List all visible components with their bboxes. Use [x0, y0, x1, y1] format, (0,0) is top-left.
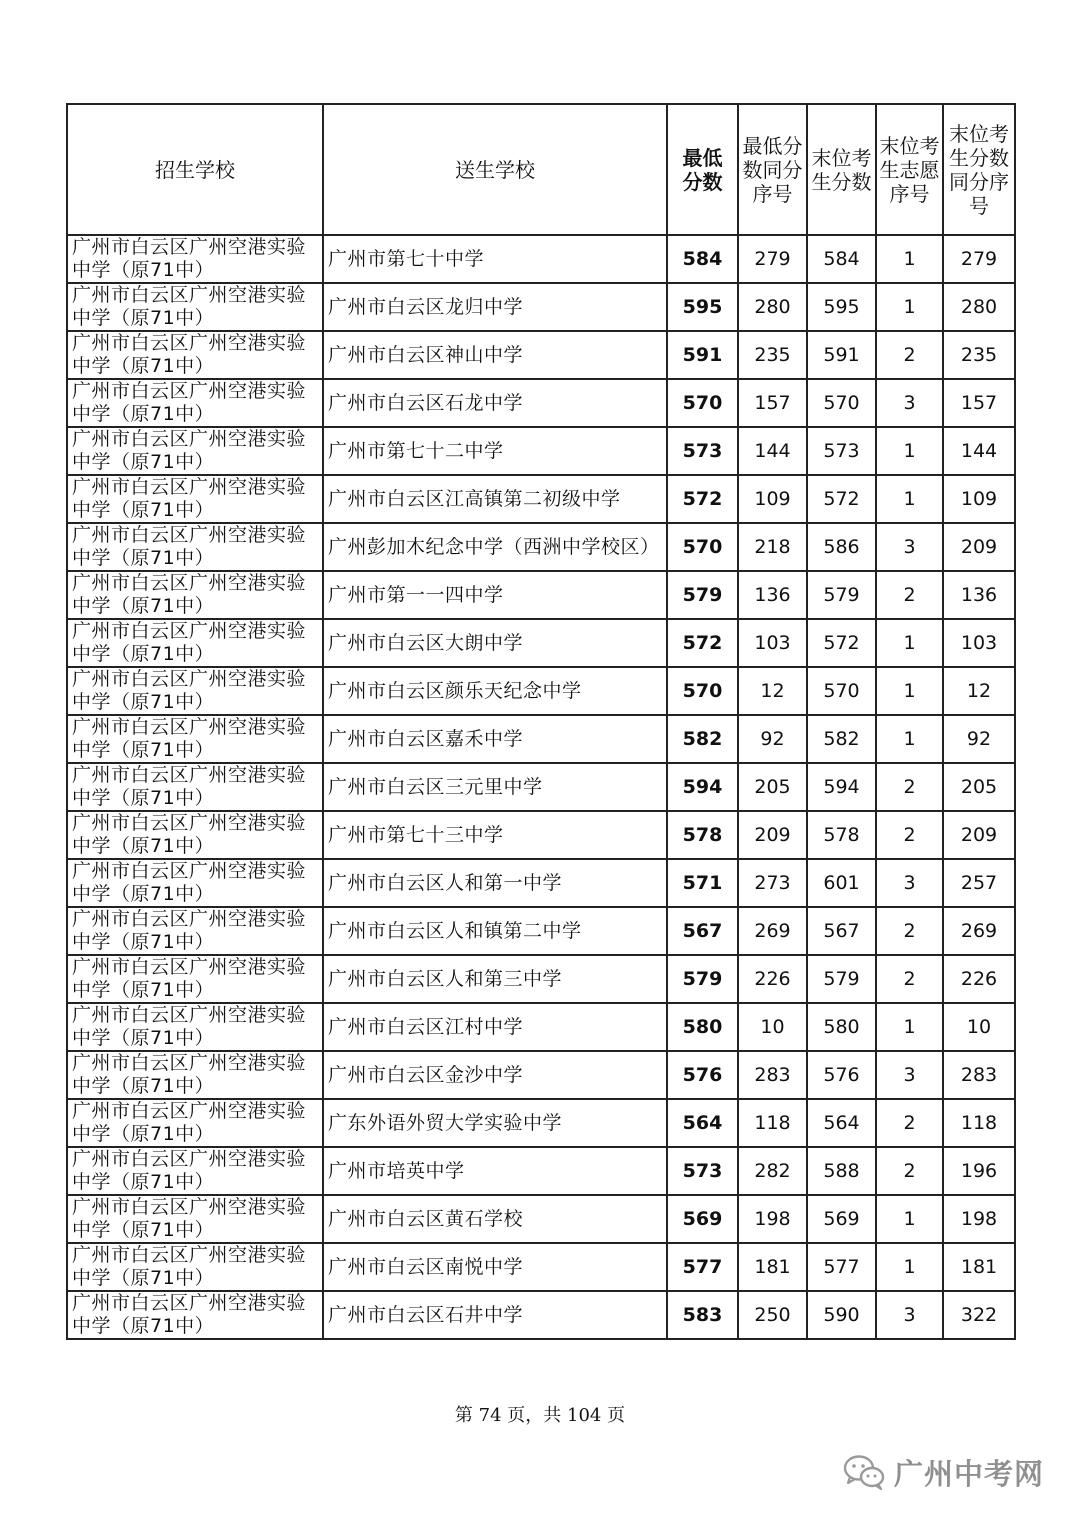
cell-sender-school: 广州彭加木纪念中学（西洲中学校区）: [323, 523, 667, 571]
cell-min-score: 591: [667, 331, 738, 379]
cell-last-score: 570: [807, 667, 876, 715]
cell-recruit-school: 广州市白云区广州空港实验中学（原71中）: [67, 379, 323, 427]
cell-recruit-school: 广州市白云区广州空港实验中学（原71中）: [67, 475, 323, 523]
cell-recruit-school: 广州市白云区广州空港实验中学（原71中）: [67, 331, 323, 379]
cell-min-score-rank: 198: [738, 1195, 807, 1243]
cell-sender-school: 广州市白云区人和镇第二中学: [323, 907, 667, 955]
watermark-text: 广州中考网: [893, 1456, 1044, 1491]
cell-last-wish: 2: [876, 331, 943, 379]
table-row: [67, 1291, 1015, 1339]
cell-last-score: 601: [807, 859, 876, 907]
cell-min-score-rank: 282: [738, 1147, 807, 1195]
header-min-score-rank-text: 最低分 数同分 序号: [742, 133, 803, 206]
cell-last-score: 582: [807, 715, 876, 763]
cell-min-score: 579: [667, 571, 738, 619]
cell-last-score: 577: [807, 1243, 876, 1291]
cell-last-score: 569: [807, 1195, 876, 1243]
table-row: [67, 331, 1015, 379]
cell-last-rank: 103: [943, 619, 1015, 667]
wechat-icon: [842, 1453, 886, 1491]
cell-min-score-rank: 144: [738, 427, 807, 475]
cell-last-rank: 92: [943, 715, 1015, 763]
table-header: [67, 104, 1015, 235]
header-min-score-text: 最低 分数: [682, 145, 723, 194]
cell-last-rank: 257: [943, 859, 1015, 907]
cell-last-rank: 209: [943, 811, 1015, 859]
table-row: [67, 475, 1015, 523]
cell-min-score-rank: 218: [738, 523, 807, 571]
table-row: [67, 523, 1015, 571]
header-last-wish: [876, 104, 943, 235]
cell-last-rank: 209: [943, 523, 1015, 571]
table-row: [67, 1099, 1015, 1147]
cell-last-score: 572: [807, 475, 876, 523]
cell-last-score: 573: [807, 427, 876, 475]
cell-min-score: 573: [667, 1147, 738, 1195]
cell-min-score-rank: 283: [738, 1051, 807, 1099]
cell-last-rank: 12: [943, 667, 1015, 715]
cell-last-wish: 3: [876, 379, 943, 427]
header-row: [67, 104, 1015, 235]
cell-recruit-school: 广州市白云区广州空港实验中学（原71中）: [67, 1195, 323, 1243]
header-min-score: [667, 104, 738, 235]
cell-recruit-school: 广州市白云区广州空港实验中学（原71中）: [67, 283, 323, 331]
cell-min-score: 595: [667, 283, 738, 331]
cell-recruit-school: 广州市白云区广州空港实验中学（原71中）: [67, 1243, 323, 1291]
header-recruit-school: 招生学校: [67, 104, 323, 235]
cell-last-rank: 196: [943, 1147, 1015, 1195]
cell-sender-school: 广州市白云区石井中学: [323, 1291, 667, 1339]
cell-min-score: 572: [667, 475, 738, 523]
cell-min-score: 580: [667, 1003, 738, 1051]
cell-min-score: 570: [667, 379, 738, 427]
cell-last-rank: 157: [943, 379, 1015, 427]
cell-last-score: 567: [807, 907, 876, 955]
table-row: [67, 1195, 1015, 1243]
cell-last-wish: 1: [876, 715, 943, 763]
cell-last-wish: 2: [876, 811, 943, 859]
cell-sender-school: 广州市白云区人和第三中学: [323, 955, 667, 1003]
cell-last-wish: 1: [876, 475, 943, 523]
cell-min-score-rank: 205: [738, 763, 807, 811]
cell-min-score-rank: 136: [738, 571, 807, 619]
cell-min-score: 567: [667, 907, 738, 955]
cell-min-score-rank: 280: [738, 283, 807, 331]
cell-recruit-school: 广州市白云区广州空港实验中学（原71中）: [67, 859, 323, 907]
cell-last-score: 570: [807, 379, 876, 427]
cell-last-score: 590: [807, 1291, 876, 1339]
cell-recruit-school: 广州市白云区广州空港实验中学（原71中）: [67, 811, 323, 859]
cell-last-wish: 2: [876, 763, 943, 811]
cell-last-rank: 279: [943, 235, 1015, 283]
cell-recruit-school: 广州市白云区广州空港实验中学（原71中）: [67, 1051, 323, 1099]
table-row: [67, 1147, 1015, 1195]
cell-sender-school: 广州市白云区嘉禾中学: [323, 715, 667, 763]
cell-min-score-rank: 118: [738, 1099, 807, 1147]
cell-sender-school: 广州市第七十中学: [323, 235, 667, 283]
cell-min-score: 570: [667, 667, 738, 715]
cell-recruit-school: 广州市白云区广州空港实验中学（原71中）: [67, 715, 323, 763]
cell-last-wish: 1: [876, 235, 943, 283]
cell-min-score: 564: [667, 1099, 738, 1147]
cell-min-score: 577: [667, 1243, 738, 1291]
cell-recruit-school: 广州市白云区广州空港实验中学（原71中）: [67, 1003, 323, 1051]
cell-sender-school: 广州市白云区黄石学校: [323, 1195, 667, 1243]
cell-sender-school: 广州市第七十二中学: [323, 427, 667, 475]
cell-last-rank: 10: [943, 1003, 1015, 1051]
cell-min-score: 570: [667, 523, 738, 571]
cell-last-rank: 226: [943, 955, 1015, 1003]
cell-last-score: 572: [807, 619, 876, 667]
cell-min-score-rank: 12: [738, 667, 807, 715]
cell-last-score: 579: [807, 571, 876, 619]
cell-recruit-school: 广州市白云区广州空港实验中学（原71中）: [67, 619, 323, 667]
cell-last-wish: 1: [876, 1003, 943, 1051]
cell-sender-school: 广州市白云区龙归中学: [323, 283, 667, 331]
header-min-score-rank: [738, 104, 807, 235]
cell-last-score: 564: [807, 1099, 876, 1147]
cell-sender-school: 广州市第一一四中学: [323, 571, 667, 619]
header-sender-school: 送生学校: [323, 104, 667, 235]
table-row: [67, 283, 1015, 331]
table-row: [67, 619, 1015, 667]
table-row: [67, 811, 1015, 859]
cell-last-wish: 2: [876, 571, 943, 619]
cell-min-score: 582: [667, 715, 738, 763]
cell-recruit-school: 广州市白云区广州空港实验中学（原71中）: [67, 235, 323, 283]
cell-min-score-rank: 269: [738, 907, 807, 955]
cell-min-score: 571: [667, 859, 738, 907]
header-last-rank-text: 末位考 生分数 同分序 号: [949, 121, 1009, 218]
cell-min-score: 583: [667, 1291, 738, 1339]
cell-recruit-school: 广州市白云区广州空港实验中学（原71中）: [67, 523, 323, 571]
cell-last-wish: 2: [876, 907, 943, 955]
cell-last-score: 591: [807, 331, 876, 379]
table-row: [67, 667, 1015, 715]
cell-min-score: 573: [667, 427, 738, 475]
header-last-score: [807, 104, 876, 235]
header-last-wish-text: 末位考 生志愿 序号: [879, 133, 940, 206]
cell-min-score-rank: 92: [738, 715, 807, 763]
cell-sender-school: 广州市白云区人和第一中学: [323, 859, 667, 907]
cell-last-wish: 2: [876, 1147, 943, 1195]
cell-last-score: 580: [807, 1003, 876, 1051]
cell-last-rank: 109: [943, 475, 1015, 523]
cell-min-score-rank: 181: [738, 1243, 807, 1291]
table-body: [67, 235, 1015, 1339]
cell-min-score-rank: 10: [738, 1003, 807, 1051]
table-row: [67, 907, 1015, 955]
cell-sender-school: 广州市白云区三元里中学: [323, 763, 667, 811]
cell-last-score: 588: [807, 1147, 876, 1195]
cell-min-score-rank: 103: [738, 619, 807, 667]
cell-last-score: 578: [807, 811, 876, 859]
cell-last-rank: 283: [943, 1051, 1015, 1099]
cell-last-rank: 322: [943, 1291, 1015, 1339]
cell-last-rank: 205: [943, 763, 1015, 811]
cell-last-score: 584: [807, 235, 876, 283]
cell-sender-school: 广州市白云区江村中学: [323, 1003, 667, 1051]
cell-last-wish: 3: [876, 859, 943, 907]
cell-min-score-rank: 226: [738, 955, 807, 1003]
cell-last-rank: 269: [943, 907, 1015, 955]
cell-recruit-school: 广州市白云区广州空港实验中学（原71中）: [67, 907, 323, 955]
cell-recruit-school: 广州市白云区广州空港实验中学（原71中）: [67, 1291, 323, 1339]
cell-recruit-school: 广州市白云区广州空港实验中学（原71中）: [67, 1099, 323, 1147]
table-row: [67, 955, 1015, 1003]
cell-min-score-rank: 209: [738, 811, 807, 859]
table-row: [67, 1051, 1015, 1099]
table-row: [67, 859, 1015, 907]
cell-last-rank: 198: [943, 1195, 1015, 1243]
cell-recruit-school: 广州市白云区广州空港实验中学（原71中）: [67, 427, 323, 475]
cell-last-wish: 2: [876, 955, 943, 1003]
cell-min-score-rank: 157: [738, 379, 807, 427]
table-row: [67, 427, 1015, 475]
cell-last-rank: 136: [943, 571, 1015, 619]
cell-min-score: 576: [667, 1051, 738, 1099]
cell-last-wish: 3: [876, 523, 943, 571]
cell-min-score-rank: 273: [738, 859, 807, 907]
cell-recruit-school: 广州市白云区广州空港实验中学（原71中）: [67, 763, 323, 811]
cell-last-score: 595: [807, 283, 876, 331]
cell-last-score: 586: [807, 523, 876, 571]
cell-min-score: 579: [667, 955, 738, 1003]
cell-last-wish: 2: [876, 1099, 943, 1147]
cell-last-score: 579: [807, 955, 876, 1003]
cell-min-score-rank: 250: [738, 1291, 807, 1339]
cell-sender-school: 广州市白云区石龙中学: [323, 379, 667, 427]
cell-recruit-school: 广州市白云区广州空港实验中学（原71中）: [67, 667, 323, 715]
cell-last-wish: 1: [876, 619, 943, 667]
table-row: [67, 379, 1015, 427]
cell-sender-school: 广州市白云区南悦中学: [323, 1243, 667, 1291]
table-row: [67, 235, 1015, 283]
table-row: [67, 715, 1015, 763]
cell-last-rank: 181: [943, 1243, 1015, 1291]
cell-min-score: 578: [667, 811, 738, 859]
cell-recruit-school: 广州市白云区广州空港实验中学（原71中）: [67, 955, 323, 1003]
cell-last-rank: 144: [943, 427, 1015, 475]
cell-sender-school: 广州市白云区江高镇第二初级中学: [323, 475, 667, 523]
header-last-score-text: 末位考 生分数: [811, 145, 872, 194]
cell-last-wish: 1: [876, 667, 943, 715]
page-number: 第 74 页，共 104 页: [454, 1405, 626, 1426]
cell-sender-school: 广州市白云区神山中学: [323, 331, 667, 379]
cell-sender-school: 广州市培英中学: [323, 1147, 667, 1195]
header-last-rank: [943, 104, 1015, 235]
cell-last-wish: 3: [876, 1051, 943, 1099]
cell-last-wish: 1: [876, 283, 943, 331]
cell-last-rank: 280: [943, 283, 1015, 331]
cell-min-score: 572: [667, 619, 738, 667]
table-row: [67, 1243, 1015, 1291]
cell-min-score: 594: [667, 763, 738, 811]
cell-recruit-school: 广州市白云区广州空港实验中学（原71中）: [67, 571, 323, 619]
cell-sender-school: 广东外语外贸大学实验中学: [323, 1099, 667, 1147]
cell-last-score: 576: [807, 1051, 876, 1099]
cell-last-wish: 1: [876, 1195, 943, 1243]
cell-min-score: 569: [667, 1195, 738, 1243]
admissions-table: [66, 103, 1016, 1340]
cell-last-rank: 118: [943, 1099, 1015, 1147]
cell-min-score-rank: 279: [738, 235, 807, 283]
table-row: [67, 1003, 1015, 1051]
cell-sender-school: 广州市白云区大朗中学: [323, 619, 667, 667]
cell-last-score: 594: [807, 763, 876, 811]
cell-last-wish: 1: [876, 1243, 943, 1291]
cell-last-rank: 235: [943, 331, 1015, 379]
cell-last-wish: 3: [876, 1291, 943, 1339]
cell-sender-school: 广州市第七十三中学: [323, 811, 667, 859]
cell-recruit-school: 广州市白云区广州空港实验中学（原71中）: [67, 1147, 323, 1195]
table-row: [67, 571, 1015, 619]
cell-sender-school: 广州市白云区金沙中学: [323, 1051, 667, 1099]
watermark: [842, 1450, 1044, 1494]
cell-sender-school: 广州市白云区颜乐天纪念中学: [323, 667, 667, 715]
cell-last-wish: 1: [876, 427, 943, 475]
cell-min-score-rank: 235: [738, 331, 807, 379]
table-row: [67, 763, 1015, 811]
cell-min-score: 584: [667, 235, 738, 283]
cell-min-score-rank: 109: [738, 475, 807, 523]
